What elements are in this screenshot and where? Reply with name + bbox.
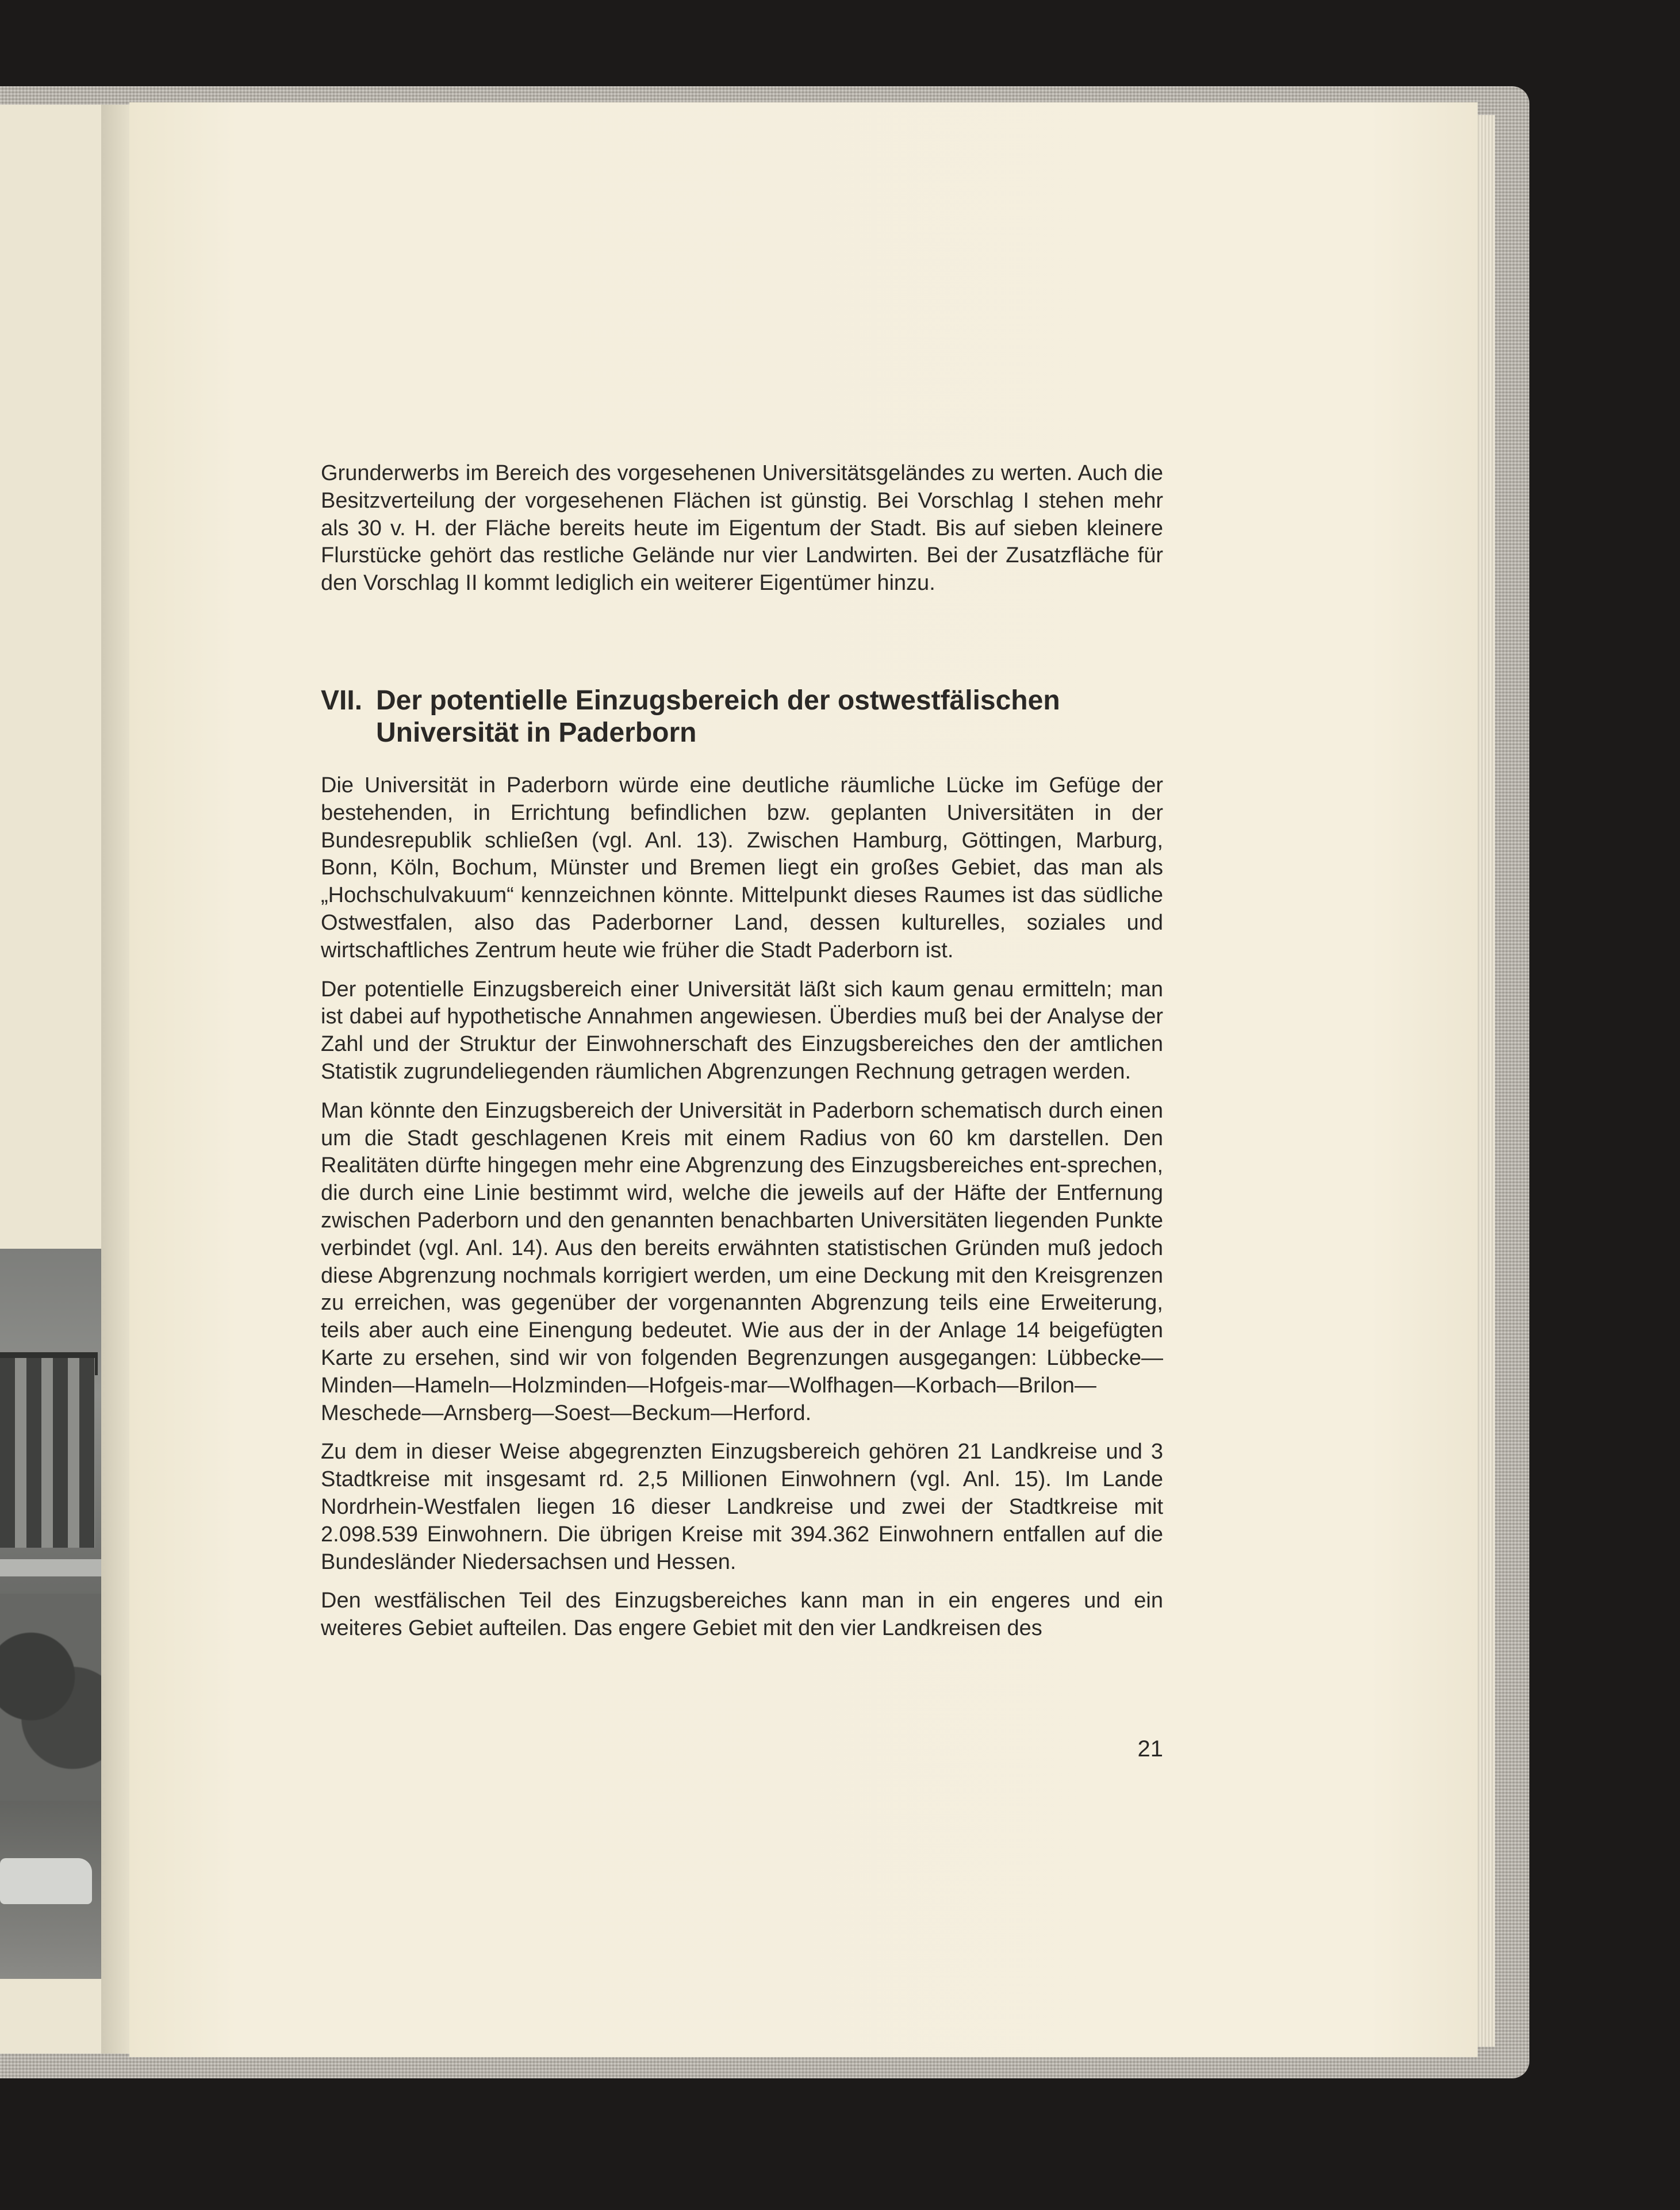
- page-number: 21: [1137, 1736, 1163, 1762]
- photo-building: [0, 1358, 95, 1548]
- section-number: VII.: [321, 685, 363, 716]
- page-content: [321, 460, 1163, 1654]
- photo-wall: [0, 1559, 103, 1576]
- body-paragraph: Zu dem in dieser Weise abgegrenzten Einzugsbereich gehören 21 Landkreise und 3 Stadtkreise mit insgesamt rd. 2,5 Millionen Einwohnern (vgl. Anl. 15). Im Lande Nordrhein-Westfalen liegen 16 dieser Landkreise und zwei der Stadtkreise mit 2.098.539 Einwohnern. Die übrigen Kreise mit 394.362 Einwohnern entfallen auf die Bundesländer Niedersachsen und Hessen.: [321, 1440, 1163, 1574]
- photo-trees: [0, 1594, 103, 1801]
- photo-car: [0, 1858, 92, 1904]
- intro-paragraph: Grunderwerbs im Bereich des vorgesehenen Universitätsgeländes zu werten. Auch die Besitzverteilung der vorgesehenen Flächen ist günstig. Bei Vorschlag I stehen mehr als 30 v. H. der Fläche bereits heute im Eigentum der Stadt. Bis auf sieben kleinere Flurstücke gehört das restliche Gelände nur vier Landwirten. Bei der Zusatzfläche für den Vorschlag II kommt lediglich ein weiterer Eigentümer hinzu.: [321, 461, 1163, 596]
- page-edge: [1478, 115, 1495, 2047]
- body-paragraph: Den westfälischen Teil des Einzugsbereiches kann man in ein engeres und ein weiteres Gebiet aufteilen. Das engere Gebiet mit den vier Landkreisen des: [321, 1589, 1163, 1641]
- left-page: [0, 105, 115, 2054]
- section-heading: [321, 685, 1163, 749]
- section-title: Der potentielle Einzugsbereich der ostwestfälischen Universität in Paderborn: [376, 685, 1060, 748]
- body-paragraph: Die Universität in Paderborn würde eine deutliche räumliche Lücke im Gefüge der bestehenden, in Errichtung befindlichen bzw. geplanten Universitäten in der Bundesrepublik schließen (vgl. Anl. 13). Zwischen Hamburg, Göttingen, Marburg, Bonn, Köln, Bochum, Münster und Bremen liegt ein großes Gebiet, das man als „Hochschulvakuum“ kennzeichnen könnte. Mittelpunkt dieses Raumes ist das südliche Ostwestfalen, also das Paderborner Land, dessen kulturelles, soziales und wirtschaftliches Zentrum heute wie früher die Stadt Paderborn ist.: [321, 773, 1163, 962]
- body-paragraph: Man könnte den Einzugsbereich der Universität in Paderborn schematisch durch einen um die Stadt geschlagenen Kreis mit einem Radius von 60 km darstellen. Den Realitäten dürfte hingegen mehr eine Abgrenzung des Einzugsbereiches ent-sprechen, die durch eine Linie bestimmt wird, welche die jeweils auf der Häfte der Entfernung zwischen Paderborn und den genannten benachbarten Universitäten liegenden Punkte verbindet (vgl. Anl. 14). Aus den bereits erwähnten statistischen Gründen muß jedoch diese Abgrenzung nochmals korrigiert werden, um eine Deckung mit den Kreisgrenzen zu erreichen, was gegenüber der vorgenannten Abgrenzung teils eine Erweiterung, teils aber auch eine Einengung bedeutet. Wie aus der in der Anlage 14 beigefügten Karte zu ersehen, sind wir von folgenden Begrenzungen ausgegangen: Lübbecke—Minden—Hameln—Holzminden—Hofgeis-mar—Wolfhagen—Korbach—Brilon—Meschede—Arnsberg—Soest—Beckum—Herford.: [321, 1098, 1163, 1425]
- street-photo: [0, 1249, 103, 1979]
- body-paragraph: Der potentielle Einzugsbereich einer Universität läßt sich kaum genau ermitteln; man ist dabei auf hypothetische Annahmen angewiesen. Überdies muß bei der Analyse der Zahl und der Struktur der Einwohnerschaft des Einzugsbereiches den der amtlichen Statistik zugrundeliegenden räumlichen Abgrenzungen Rechnung getragen werden.: [321, 977, 1163, 1084]
